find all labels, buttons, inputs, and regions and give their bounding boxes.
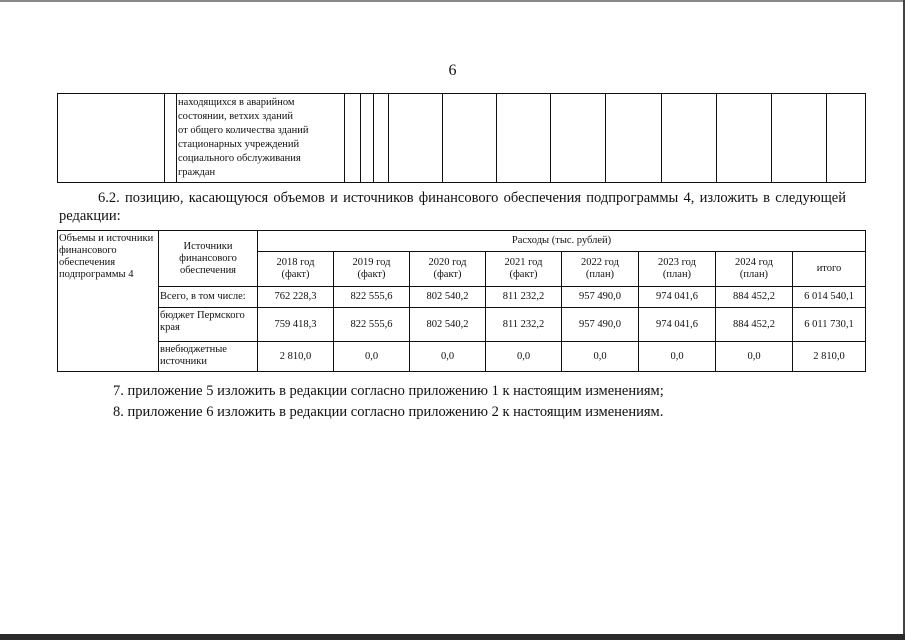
value-cell: 802 540,2 [410,308,486,342]
table-row [58,342,866,372]
year-label: 2022 год [581,257,619,268]
table-cell [58,94,165,183]
page-number: 6 [448,62,457,79]
value-cell: 884 452,2 [716,287,793,308]
value-cell: 0,0 [716,342,793,372]
value-cell: 759 418,3 [258,308,334,342]
table-cell [345,94,361,183]
value-cell: 974 041,6 [639,287,716,308]
value-cell: 0,0 [334,342,410,372]
subprogram-label-cell: Объемы и источники финансового обеспечения подпрограммы 4 [58,231,159,372]
year-kind-label: (факт) [357,269,386,280]
year-kind-label: (план) [585,269,615,280]
table-cell [827,94,866,183]
value-cell: 811 232,2 [486,287,562,308]
year-header-cell [486,252,562,287]
value-cell: 0,0 [410,342,486,372]
year-header-cell [334,252,410,287]
table-cell [389,94,443,183]
value-cell: 957 490,0 [562,287,639,308]
value-cell: 884 452,2 [716,308,793,342]
year-label: 2024 год [735,257,773,268]
year-label: 2020 год [428,257,467,268]
table-cell [443,94,497,183]
year-header-cell [410,252,486,287]
total-value-cell: 6 014 540,1 [793,287,866,308]
year-label: 2019 год [352,257,391,268]
value-cell: 0,0 [486,342,562,372]
year-header-cell [258,252,334,287]
source-label-cell: внебюджетные источники [159,342,258,372]
value-cell: 974 041,6 [639,308,716,342]
indicator-line: стационарных учреждений [178,139,300,150]
value-cell: 822 555,6 [334,308,410,342]
paragraph-8: 8. приложение 6 изложить в редакции согласно приложению 2 к настоящим изменениям. [113,404,664,420]
sources-header-cell: Источники финансового обеспечения [159,231,258,287]
year-label: 2023 год [658,257,696,268]
indicator-line: граждан [178,167,216,178]
indicator-line: от общего количества зданий [178,125,309,136]
year-kind-label: (план) [739,269,769,280]
year-header-cell [562,252,639,287]
continuation-table [57,93,866,183]
table-cell [361,94,374,183]
value-cell: 957 490,0 [562,308,639,342]
year-label: 2021 год [504,257,543,268]
indicator-name-cell [177,94,345,183]
year-kind-label: (план) [662,269,692,280]
year-kind-label: (факт) [509,269,538,280]
total-value-cell: 2 810,0 [793,342,866,372]
table-cell [374,94,389,183]
value-cell: 0,0 [639,342,716,372]
table-cell [497,94,551,183]
indicator-line: находящихся в аварийном [178,97,295,108]
scan-edge-top [0,0,905,2]
source-label-cell: Всего, в том числе: [159,287,258,308]
table-cell [772,94,827,183]
source-label-cell: бюджет Пермского края [159,308,258,342]
table-row [58,308,866,342]
paragraph-7: 7. приложение 5 изложить в редакции согласно приложению 1 к настоящим изменениям; [113,383,664,399]
year-label: 2018 год [276,257,315,268]
value-cell: 811 232,2 [486,308,562,342]
table-cell [717,94,772,183]
table-row [58,94,866,183]
table-cell [662,94,717,183]
table-row [58,231,866,252]
value-cell: 762 228,3 [258,287,334,308]
value-cell: 802 540,2 [410,287,486,308]
table-row [58,287,866,308]
year-kind-label: (факт) [433,269,462,280]
table-cell [551,94,606,183]
table-cell [165,94,177,183]
value-cell: 822 555,6 [334,287,410,308]
expenses-header-cell: Расходы (тыс. рублей) [258,231,866,252]
scan-edge-bottom [0,634,905,640]
year-header-cell [639,252,716,287]
table-cell [606,94,662,183]
year-kind-label: (факт) [281,269,310,280]
financing-table [57,230,866,372]
year-header-cell [716,252,793,287]
indicator-line: социального обслуживания [178,153,301,164]
total-value-cell: 6 011 730,1 [793,308,866,342]
value-cell: 0,0 [562,342,639,372]
indicator-line: состоянии, ветхих зданий [178,111,293,122]
paragraph-6-2: 6.2. позицию, касающуюся объемов и источников финансового обеспечения подпрограммы 4, изложить в следующей редакции: [59,190,846,224]
total-header-cell: итого [793,252,866,287]
value-cell: 2 810,0 [258,342,334,372]
